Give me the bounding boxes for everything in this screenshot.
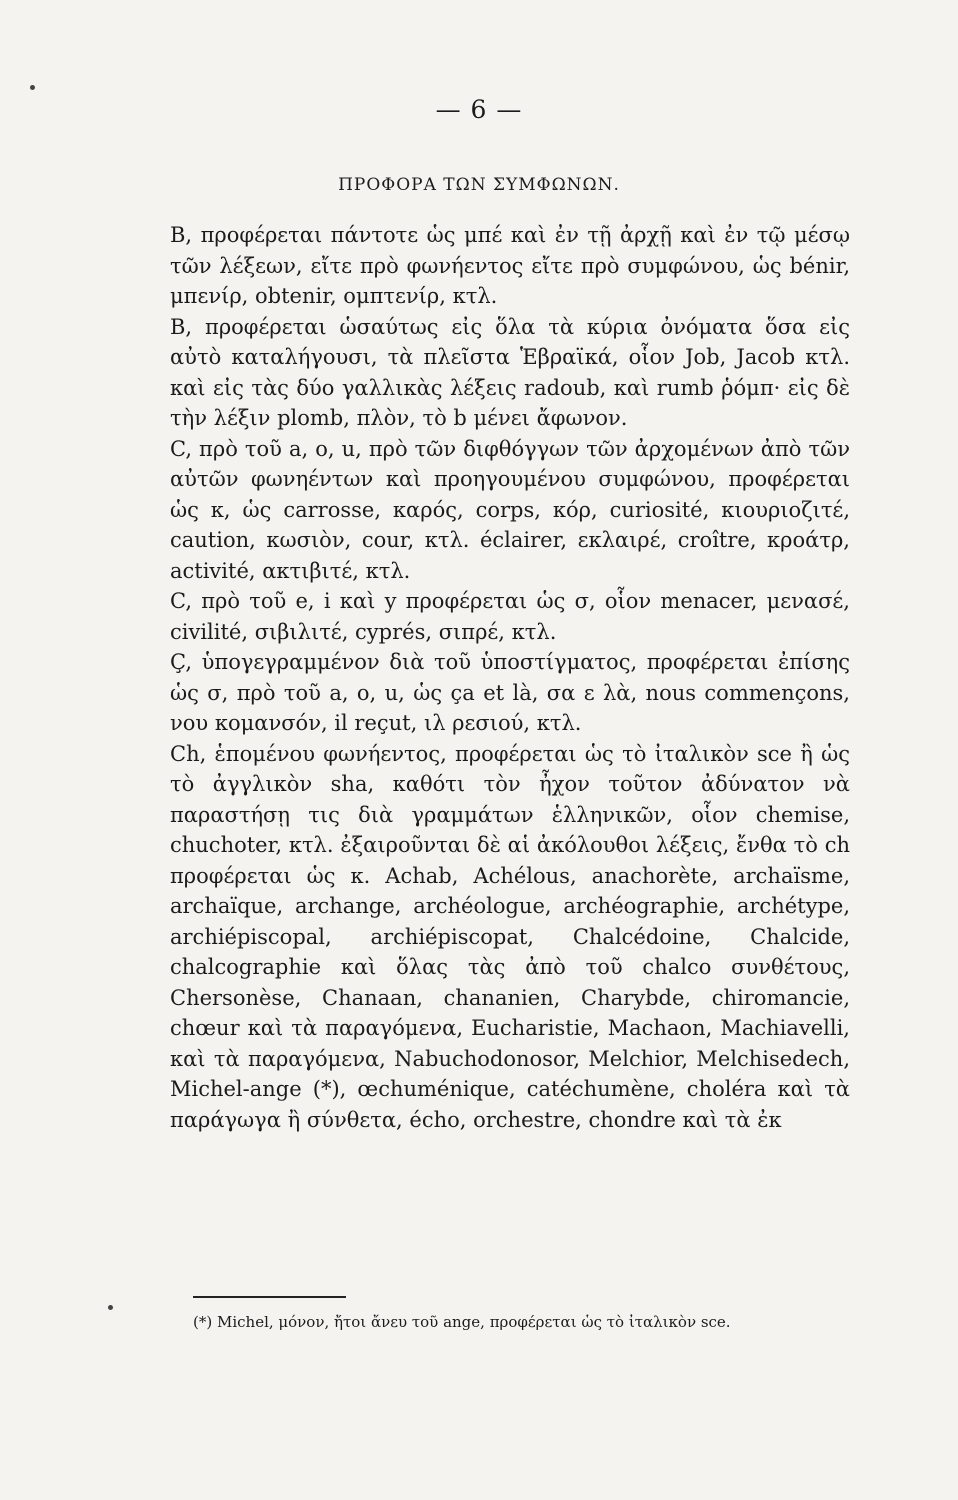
paragraph-ch: Ch, ἑπομένου φωνήεντος, προφέρεται ὡς τὸ ἰταλικὸν sce ἢ ὡς τὸ ἀγγλικὸν sha, καθότι τὸν ἦχον τοῦτον ἀδύνατον νὰ παραστήσῃ τις διὰ γραμμάτων ἑλληνικῶν, οἷον chemise, chuchoter, κτλ. ἐξαιροῦνται δὲ αἱ ἀκόλουθοι λέξεις, ἔνθα τὸ ch προφέρεται ὡς κ. Achab, Achélous, anachorète, archaïsme, archaïque, archange, archéologue, archéographie, archétype, archiépiscopal, archiépiscopat, Chalcédoine, Chalcide, chalcographie καὶ ὅλας τὰς ἀπὸ τοῦ chalco συνθέτους, Chersonèse, Chanaan, chananien, Charybde, chiromancie, chœur καὶ τὰ παραγόμενα, Eucharistie, Machaon, Machiavelli, καὶ τὰ παραγόμενα, Nabuchodonosor, Melchior, Melchisedech, Michel-ange (*), œchuménique, catéchumène, choléra καὶ τὰ παράγωγα ἢ σύνθετα, écho, orchestre, chondre καὶ τὰ ἐκ (170, 741, 850, 1132)
footnote-rule (193, 1296, 346, 1298)
paragraph-c-soft: C, πρὸ τοῦ e, i καὶ y προφέρεται ὡς σ, οἷον menacer, μενασέ, civilité, σιβιλιτέ, cyprés, σιπρέ, κτλ. (170, 589, 850, 644)
paragraph-b-proper-names: B, προφέρεται ὡσαύτως εἰς ὅλα τὰ κύρια ὀνόματα ὅσα εἰς αὐτὸ καταλήγουσι, τὰ πλεῖστα Ἑβραϊκά, οἷον Job, Jacob κτλ. καὶ εἰς τὰς δύο γαλλικὰς λέξεις radoub, καὶ rumb ῥόμπ· εἰς δὲ τὴν λέξιν plomb, πλὸν, τὸ b μένει ἄφωνον. (170, 314, 850, 430)
paragraph-c-hard: C, πρὸ τοῦ a, o, u, πρὸ τῶν διφθόγγων τῶν ἀρχομένων ἀπὸ τῶν αὐτῶν φωνηέντων καὶ προηγουμένου συμφώνου, προφέρεται ὡς κ, ὡς carrosse, καρός, corps, κόρ, curiosité, κιουριοζιτέ, caution, κωσιὸν, cour, κτλ. éclairer, εκλαιρέ, croître, κροάτρ, activité, ακτιβιτέ, κτλ. (170, 436, 850, 583)
page-speck (108, 1305, 113, 1310)
footnote: (*) Michel, μόνον, ἤτοι ἄνευ τοῦ ange, προφέρεται ὡς τὸ ἰταλικὸν sce. (193, 1313, 731, 1331)
page-number: — 6 — (435, 95, 523, 124)
body-text (170, 220, 850, 1135)
paragraph-b-general: B, προφέρεται πάντοτε ὡς μπέ καὶ ἐν τῇ ἀρχῇ καὶ ἐν τῷ μέσῳ τῶν λέξεων, εἴτε πρὸ φωνήεντος εἴτε πρὸ συμφώνου, ὡς bénir, μπενίρ, obtenir, ομπτενίρ, κτλ. (170, 223, 850, 308)
section-title: ΠΡΟΦΟΡΑ ΤΩΝ ΣΥΜΦΩΝΩΝ. (338, 175, 620, 195)
page-speck (30, 85, 35, 90)
paragraph-c-cedilla: Ç, ὑπογεγραμμένον διὰ τοῦ ὑποστίγματος, προφέρεται ἐπίσης ὡς σ, πρὸ τοῦ a, o, u, ὡς ça et là, σα ε λὰ, nous commençons, νου κομανσόν, il reçut, ιλ ρεσιού, κτλ. (170, 650, 850, 735)
